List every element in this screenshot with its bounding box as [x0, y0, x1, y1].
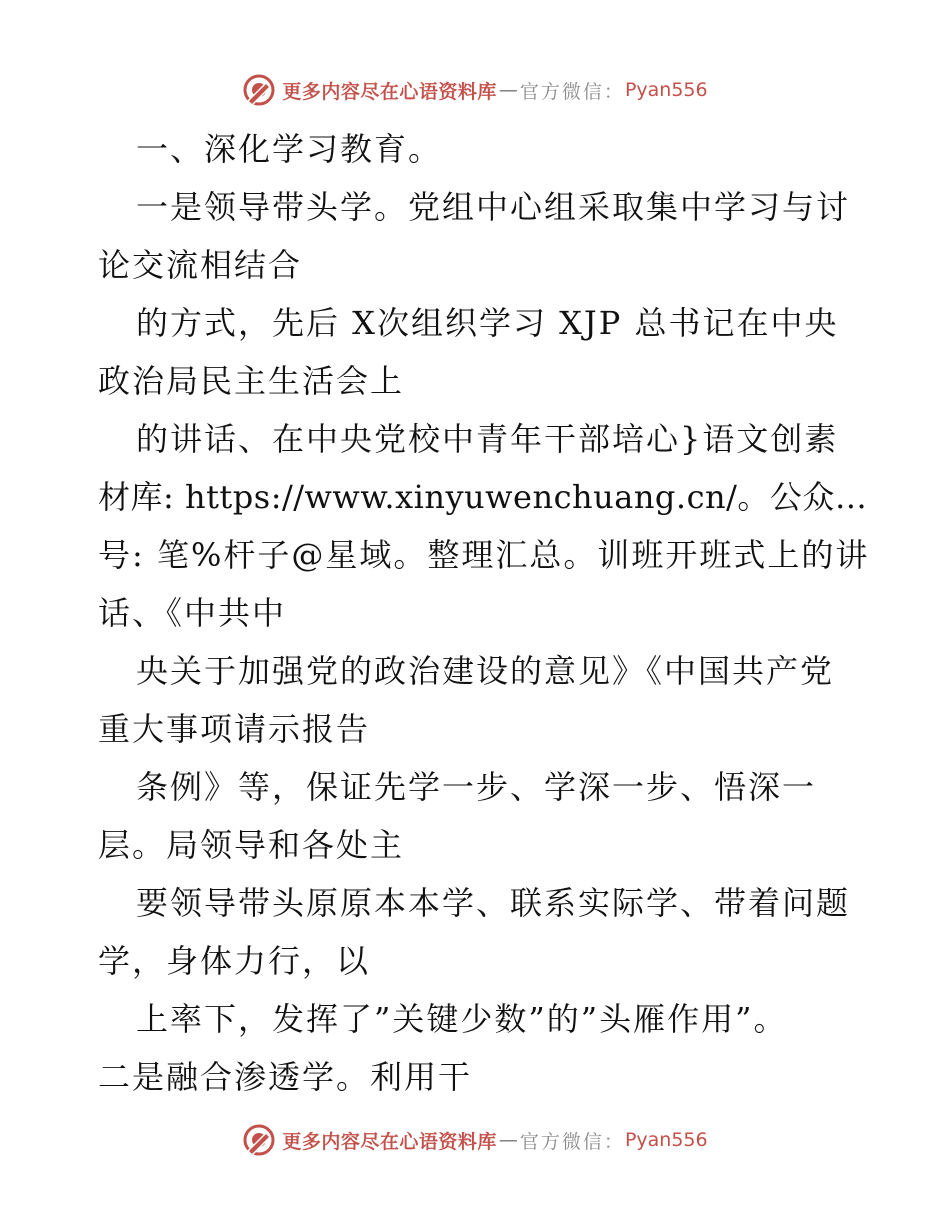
text-line: 一是领导带头学。党组中心组采取集中学习与讨 — [136, 188, 851, 226]
text-line: 的讲话、在中央党校中青年干部培心}语文创素 — [136, 420, 839, 458]
footer-watermark — [0, 1120, 950, 1160]
text-line: 条例》等，保证先学一步、学深一步、悟深一 — [136, 768, 817, 806]
text-line: 论交流相结合 — [98, 246, 303, 284]
text-line: 要领导带头原原本本学、联系实际学、带着问题 — [136, 884, 851, 922]
header-watermark — [0, 70, 950, 110]
watermark-dash: — — [498, 1129, 518, 1151]
text-line: 政治局民主生活会上 — [98, 362, 405, 400]
text-line: 号: 笔%杆子@星域。整理汇总。训班开班式上的讲 — [98, 536, 870, 574]
document-body — [98, 120, 870, 1106]
watermark-label: 官方微信： — [519, 80, 625, 103]
watermark-brand: 更多内容尽在心语资料库 — [282, 1130, 497, 1153]
text-line: 学，身体力行，以 — [98, 942, 371, 980]
watermark-label: 官方微信： — [519, 1130, 625, 1153]
watermark-brand: 更多内容尽在心语资料库 — [282, 80, 497, 103]
text-line: 上率下，发挥了”关键少数”的”头雁作用”。 — [136, 1000, 788, 1038]
text-line: 材库: https://www.xinyuwenchuang.cn/。公众… — [98, 478, 868, 516]
text-line: 重大事项请示报告 — [98, 710, 371, 748]
pen-logo-icon — [242, 1123, 276, 1157]
text-line: 的方式，先后 X次组织学习 XJP 总书记在中央 — [136, 304, 839, 342]
watermark-dash: — — [498, 79, 518, 101]
pen-logo-icon — [242, 73, 276, 107]
text-line: 话、《中共中 — [98, 594, 287, 632]
watermark-wechat-id: Pyan556 — [624, 79, 708, 101]
text-line: 层。局领导和各处主 — [98, 826, 405, 864]
text-line: 央关于加强党的政治建设的意见》《中国共产党 — [136, 652, 835, 690]
watermark-wechat-id: Pyan556 — [624, 1129, 708, 1151]
text-line: 二是融合渗透学。利用干 — [98, 1058, 473, 1096]
text-line: 一、深化学习教育。 — [136, 130, 443, 168]
